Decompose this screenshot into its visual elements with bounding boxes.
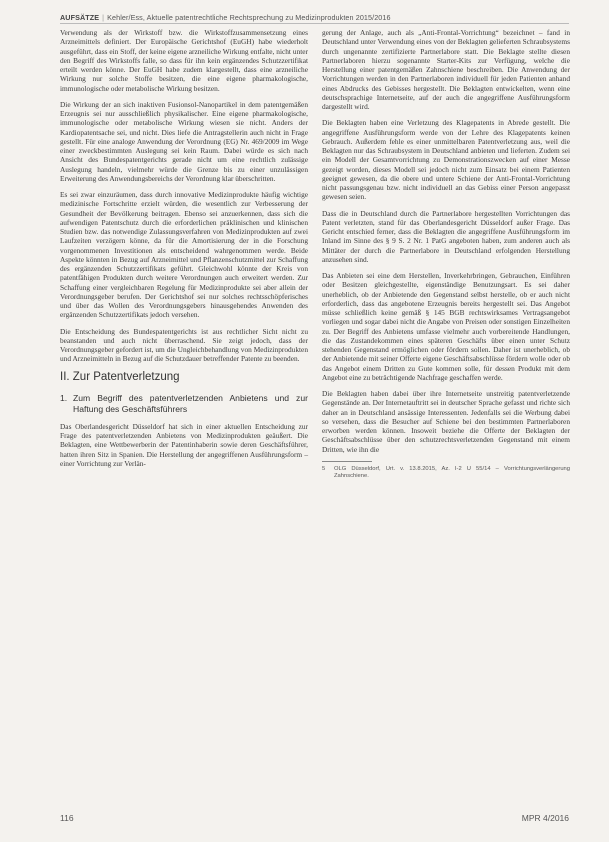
right-column	[322, 28, 570, 481]
subsection-heading	[60, 393, 308, 415]
subsection-number: 1.	[60, 392, 68, 403]
left-column	[60, 28, 308, 475]
subsection-title: Zum Begriff des patentverletzenden Anbietens und zur Haftung des Geschäftsführers	[73, 392, 308, 414]
running-header	[60, 13, 569, 22]
section-label: AUFSÄTZE	[60, 13, 100, 22]
paragraph: Die Wirkung der an sich inaktiven Fusionsol-Nanopartikel in dem patentgemäßen Erzeugnis sei nur ausschließlich physikalischer. Eine eigene pharmakologische, immunologische oder metabolische Wirkung wiesen sie nicht. Anders der Kardiopatentsache sei, und nicht. Dies liefe die Antragstellerin auch nicht in Frage gestellt. Für eine analoge Anwendung der Verordnung (EG) Nr. 469/2009 im Wege einer zweckbestimmten Auslegung sei kein Raum. Dabei würde es sich nach Ansicht des Bundespatentgerichts gerade nicht um eine rechtlich zulässige Auslegung handeln, vielmehr würde die Grenze bis zu einer unzulässigen Erweiterung des Anwendungsbereichs der Verordnung klar überschritten.	[60, 99, 308, 183]
footnote-number: 5	[322, 465, 326, 472]
journal-issue: MPR 4/2016	[521, 813, 569, 823]
paragraph: Das Anbieten sei eine dem Herstellen, Inverkehrbringen, Gebrauchen, Einführen oder Besitzen gleichgestellte, eigenständige Benutzungsart. Es sei daher unerheblich, ob der Anbietende den Gegenstand selbst herstelle, ob er auch nicht erforderlich, dass das angebotene Erzeugnis bereits hergestellt sei. Das Angebot müsse schließlich keine gemäß § 145 BGB rechtswirksames Vertragsangebot vorliegen und sogar dabei nicht die Angabe von Preisen oder sonstigen Einzelheiten zu. Der Begriff des Anbietens umfasse vielmehr auch vorbereitende Handlungen, die das Zustandekommen eines späteren Geschäfts über einen unter Schutz stehenden Gegenstand ermöglichen oder fördern sollen. Daher ist unerheblich, ob der Anbietende mit seiner Offerte eigene Geschäftsabschlüsse fördern wolle oder ob das Angebot einem Dritten zu Gute kommen solle, für dessen Produkt mit dem Angebot eine zu beträchtigende Nachfrage geschaffen werde.	[322, 271, 570, 382]
running-title: Kehler/Ess, Aktuelle patentrechtliche Rechtsprechung zu Medizinprodukten 2015/2016	[107, 13, 391, 22]
footnote-text: OLG Düsseldorf, Urt. v. 13.8.2015, Az. I-2 U 55/14 – Vorrichtungsverlängerung Zahnschiene.	[334, 465, 570, 480]
paragraph: gerung der Anlage, auch als „Anti-Frontal-Vorrichtung“ bezeichnet – fand in Deutschland unter Verwendung eines von der Beklagten gelieferten Schraubsystems durch ungenannte zertifizierte Partnerlabore statt. Die Beklagte stellte diesen Partnerlaboren hierzu sogenannte Starter-Kits zur Verfügung, welche die Herstellung einer patentgemäßen Zahnschiene beschreiben. Die Anwendung der Vorrichtungen werden in den Partnerlaboren individuell für jeden Patienten anhand eines Abdrucks des Gebisses hergestellt. Die Beklagten entwickelten, wenn eine deutschsprachige Internetseite, auf der auch die angegriffene Ausführungsform dargestellt wird.	[322, 28, 570, 111]
paragraph: Das Oberlandesgericht Düsseldorf hat sich in einer aktuellen Entscheidung zur Frage des patentverletzenden Anbietens von Medizinprodukten geäußert. Die Beklagten, eine Wettbewerberin der Patentinhaberin sowie deren Geschäftsführer, hatten ihren Sitz in Spanien. Die Herstellung der angegriffenen Ausführungsform – einer Vorrichtung zur Verlän-	[60, 421, 308, 468]
section-heading: II. Zur Patentverletzung	[60, 370, 180, 383]
header-rule	[60, 23, 569, 24]
paragraph: Dass die in Deutschland durch die Partnerlabore hergestellten Vorrichtungen das Patent verletzten, stand für das Oberlandesgericht Düsseldorf außer Frage. Das Gericht entschied ferner, dass die Beklagten die angegriffene Ausführungsform im Inland im Sinne des § 9 S. 2 Nr. 1 PatG angeboten haben, zum anderen auch als Mittäter der durch die Partnerlabore in Deutschland erfolgenden Herstellung anzusehen sind.	[322, 208, 570, 264]
paragraph: Die Beklagten haben dabei über ihre Internetseite unstreitig patentverletzende Gegenstände an. Der Internetauftritt sei in deutscher Sprache gefasst und richte sich daher an in Deutschland ansässige Interessenten. Jedenfalls sei die Werbung dabei so versehen, dass die Besucher auf Schiene bei den bestimmten Partnerlaboren erworben werden können. Insoweit beziehe die Offerte der Beklagten der Geschäftsabschlüsse über den schutzrechtsverletzenden Gegenstand mit einem Dritten, wie ihn die	[322, 389, 570, 454]
footnote-rule	[322, 461, 372, 462]
paragraph: Es sei zwar einzuräumen, dass durch innovative Medizinprodukte häufig wichtige medizinische Fortschritte erzielt würden, die wesentlich zur Verbesserung der Gesundheit der Bevölkerung beitragen. Ebenso sei anzuerkennen, dass sich die aufwendigen Patentschutz durch die erforderlichen präklinischen und klinischen Studien bzw. das notwendige Zulassungsverfahren von Medizinprodukten auf zwei Laufzeiten verzögern könne, da für die Amortisierung der in die Forschung vorgenommenen Investitionen als entscheidend wahrgenommen werde. Beide Aspekte könnten in Bezug auf Arzneimittel und Pflanzenschutzmittel zur Schaffung des ergänzenden Schutzzertifikats geführt. Gleichwohl könnte der Kreis von patentfähigen Produkten durch weitere Verordnungen auch erweitert werden. Zur Schaffung einer vergleichbaren Regelung für Medizinprodukte sei aber allein der Verordnungsgeber berufen. Der Gerichtshof sei nur solches rechtsschöpferisches und über das Wollen des Verordnungsgebers hinausgehendes Anwenden des ergänzenden Schutzzertifikats jedoch versehen.	[60, 190, 308, 320]
header-separator: |	[102, 13, 105, 22]
page-number: 116	[60, 813, 74, 823]
footnote	[322, 466, 570, 481]
paragraph: Die Entscheidung des Bundespatentgerichts ist aus rechtlicher Sicht nicht zu beanstanden und auch nicht überraschend. Sie zeigt jedoch, dass der Verordnungsgeber gefordert ist, um die Ungleichbehandlung von Medizinprodukten und Arzneimitteln in Bezug auf die Schutzdauer betreffender Patente zu beenden.	[60, 326, 308, 364]
paragraph: Verwendung als der Wirkstoff bzw. die Wirkstoffzusammensetzung eines Arzneimittels definiert. Der Europäische Gerichtshof (EuGH) habe wiederholt ausgeführt, dass ein Stoff, der keine eigene arzneiliche Wirkung entfalte, nicht unter den Begriff des Wirkstoffs falle, so dass für ihn kein ergänzendes Schutzzertifikat erteilt werden könne. Der EuGH habe zudem klargestellt, dass eine arzneiliche Wirkung nur solche Stoffe besitzen, die eine eigene pharmakologische, immunologische oder metabolische Wirkung besitzen.	[60, 28, 308, 93]
paragraph: Die Beklagten haben eine Verletzung des Klagepatents in Abrede gestellt. Die angegriffene Ausführungsform werde von der Lehre des Klagepatents keinen Gebrauch. Außerdem fehle es einer unmittelbaren Patentverletzung aus, weil die Beklagten nur das Schraubsystem in Deutschland anbieten und lieferten. Zudem sei ein Modell der Gesamtvorrichtung zu Demonstrationszwecken auf einer Messe gezeigt worden, dieses Modell sei jedoch nicht zum Einsatz bei einem Patienten geeignet gewesen, da die obere und untere Schiene der Anti-Frontal-Vorrichtung nicht passungsgenau bzw. nicht individuell an das Gebiss einer Person angepasst gewesen seien.	[322, 118, 570, 202]
